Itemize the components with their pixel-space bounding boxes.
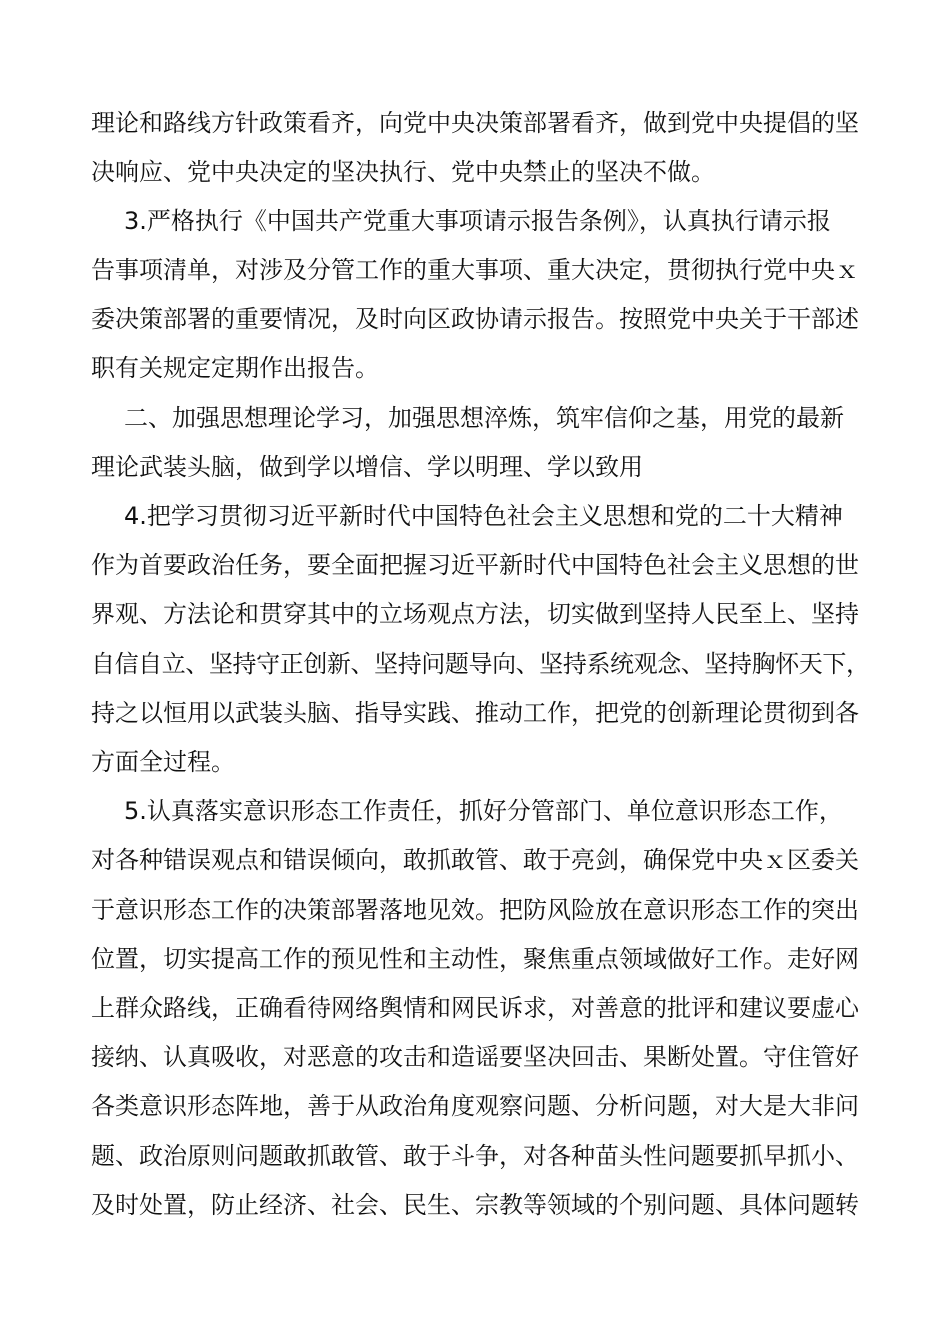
text-line: 5.认真落实意识形态工作责任，抓好分管部门、单位意识形态工作， (124, 797, 843, 825)
text-line: 方面全过程。 (91, 748, 235, 776)
text-line: 持之以恒用以武装头脑、指导实践、推动工作，把党的创新理论贯彻到各 (91, 699, 859, 727)
text-line: 于意识形态工作的决策部署落地见效。把防风险放在意识形态工作的突出 (91, 896, 859, 924)
text-line: 理论武装头脑，做到学以增信、学以明理、学以致用 (91, 453, 643, 481)
text-line: 接纳、认真吸收，对恶意的攻击和造谣要坚决回击、果断处置。守住管好 (91, 1043, 859, 1071)
text-line: 告事项清单，对涉及分管工作的重大事项、重大决定，贯彻执行党中央ｘ (91, 256, 859, 284)
text-line: 决响应、党中央决定的坚决执行、党中央禁止的坚决不做。 (91, 158, 715, 186)
text-line: 界观、方法论和贯穿其中的立场观点方法，切实做到坚持人民至上、坚持 (91, 600, 859, 628)
text-line: 职有关规定定期作出报告。 (91, 354, 379, 382)
text-line: 4.把学习贯彻习近平新时代中国特色社会主义思想和党的二十大精神 (124, 502, 843, 530)
text-line: 理论和路线方针政策看齐，向党中央决策部署看齐，做到党中央提倡的坚 (91, 109, 859, 137)
text-line: 自信自立、坚持守正创新、坚持问题导向、坚持系统观念、坚持胸怀天下， (91, 650, 870, 678)
text-line: 位置，切实提高工作的预见性和主动性，聚焦重点领域做好工作。走好网 (91, 945, 859, 973)
text-line: 委决策部署的重要情况，及时向区政协请示报告。按照党中央关于干部述 (91, 305, 859, 333)
text-line: 题、政治原则问题敢抓敢管、敢于斗争，对各种苗头性问题要抓早抓小、 (91, 1142, 859, 1170)
text-line: 二、加强思想理论学习，加强思想淬炼，筑牢信仰之基，用党的最新 (124, 404, 844, 432)
text-line: 作为首要政治任务，要全面把握习近平新时代中国特色社会主义思想的世 (91, 551, 859, 579)
text-line: 及时处置，防止经济、社会、民生、宗教等领域的个别问题、具体问题转 (91, 1191, 859, 1219)
text-line: 上群众路线，正确看待网络舆情和网民诉求，对善意的批评和建议要虚心 (91, 994, 859, 1022)
text-line: 3.严格执行《中国共产党重大事项请示报告条例》，认真执行请示报 (124, 207, 831, 235)
text-line: 对各种错误观点和错误倾向，敢抓敢管、敢于亮剑，确保党中央ｘ区委关 (91, 846, 859, 874)
text-line: 各类意识形态阵地，善于从政治角度观察问题、分析问题，对大是大非问 (91, 1092, 859, 1120)
